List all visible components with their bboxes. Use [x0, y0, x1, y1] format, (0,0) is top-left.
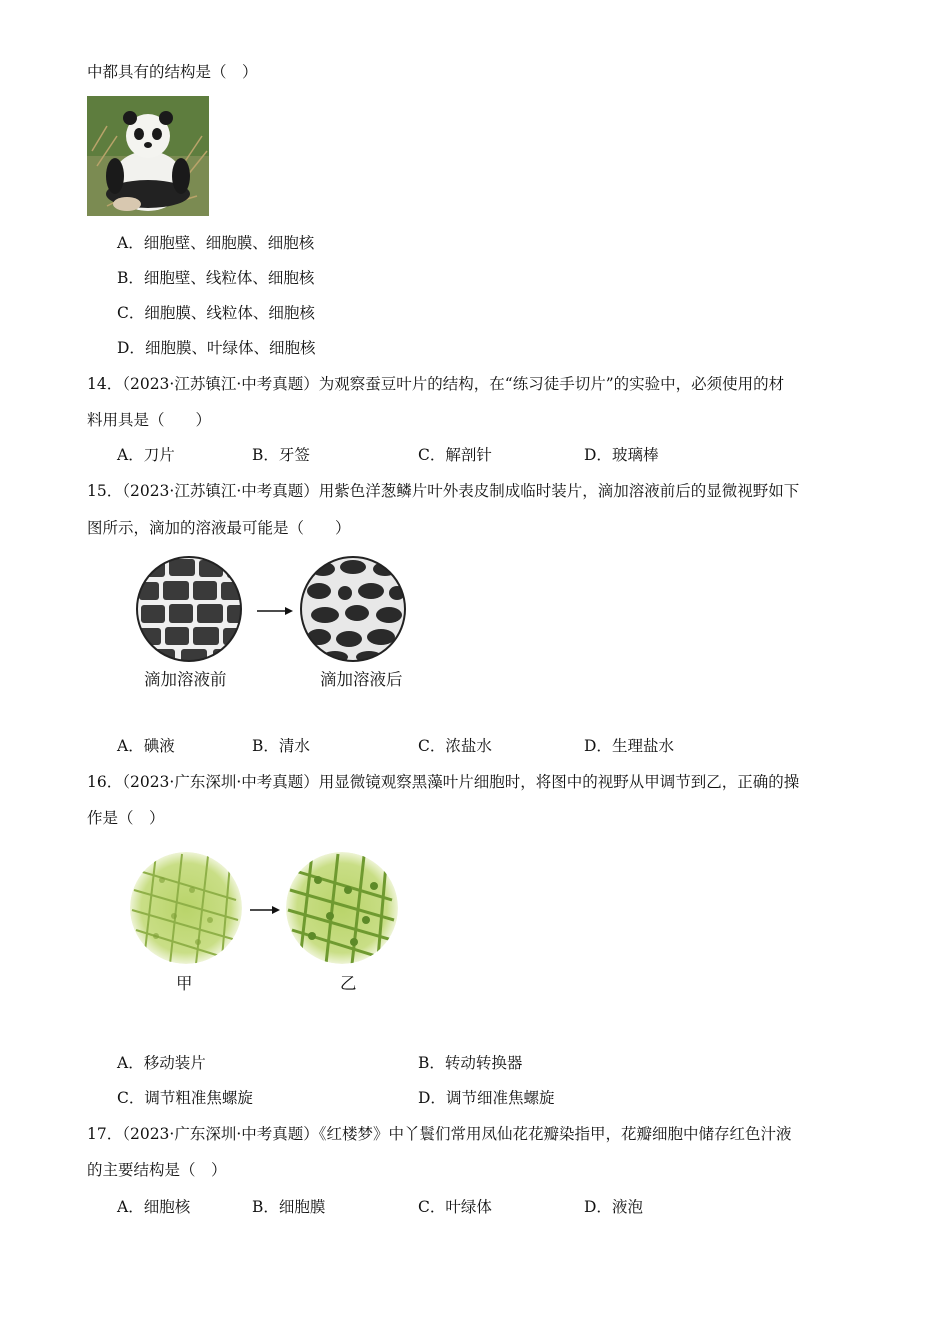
label-after: 滴加溶液后 [320, 670, 403, 689]
panda-image [87, 96, 209, 216]
label-before: 滴加溶液前 [144, 670, 227, 689]
cells-after-image [299, 553, 409, 665]
q17-option-a[interactable]: A．细胞核 [117, 1198, 191, 1216]
q15-option-c[interactable]: C．浓盐水 [418, 737, 492, 755]
q14-option-a[interactable]: A．刀片 [117, 446, 175, 464]
q13-option-b[interactable]: B．细胞壁、线粒体、细胞核 [117, 269, 315, 287]
q14-stem-line2: 料用具是（ ） [87, 411, 212, 429]
arrow-head [285, 607, 293, 615]
q15-option-a[interactable]: A．碘液 [117, 737, 175, 755]
q15-stem-line2: 图所示，滴加的溶液最可能是（ ） [87, 519, 351, 537]
q14-option-d[interactable]: D．玻璃棒 [584, 446, 659, 464]
q14-option-c[interactable]: C．解剖针 [418, 446, 492, 464]
q17-option-c[interactable]: C．叶绿体 [418, 1198, 492, 1216]
label-jia: 甲 [176, 974, 193, 993]
onion-cells-figure [135, 553, 415, 665]
q17-stem-line1: 17．（2023·广东深圳·中考真题）《红楼梦》中丫鬟们常用凤仙花花瓣染指甲，花瓣细胞中储存红色汁液 [87, 1125, 792, 1143]
q16-option-d[interactable]: D．调节细准焦螺旋 [418, 1089, 555, 1107]
elodea-yi-image [286, 852, 398, 964]
q15-stem-line1: 15．（2023·江苏镇江·中考真题）用紫色洋葱鳞片叶外表皮制成临时装片，滴加溶液前后的显微视野如下 [87, 482, 800, 500]
q13-option-c[interactable]: C．细胞膜、线粒体、细胞核 [117, 304, 315, 322]
elodea-cells-figure [126, 850, 406, 970]
q16-option-b[interactable]: B．转动转换器 [418, 1054, 523, 1072]
q16-option-a[interactable]: A．移动装片 [117, 1054, 206, 1072]
label-yi: 乙 [340, 974, 357, 993]
q13-stem: 中都具有的结构是（ ） [87, 63, 258, 81]
q17-option-d[interactable]: D．液泡 [584, 1198, 643, 1216]
q16-stem-line1: 16．（2023·广东深圳·中考真题）用显微镜观察黑藻叶片细胞时，将图中的视野从甲调节到乙，正确的操 [87, 773, 800, 791]
q16-option-c[interactable]: C．调节粗准焦螺旋 [117, 1089, 253, 1107]
cells-before-image [135, 553, 245, 665]
q17-stem-line2: 的主要结构是（ ） [87, 1161, 227, 1179]
q17-option-b[interactable]: B．细胞膜 [252, 1198, 326, 1216]
q13-option-d[interactable]: D．细胞膜、叶绿体、细胞核 [117, 339, 316, 357]
q15-option-b[interactable]: B．清水 [252, 737, 310, 755]
q14-stem-line1: 14．（2023·江苏镇江·中考真题）为观察蚕豆叶片的结构，在“练习徒手切片”的实验中，必须使用的材 [87, 375, 785, 393]
q16-stem-line2: 作是（ ） [87, 809, 165, 827]
q14-option-b[interactable]: B．牙签 [252, 446, 310, 464]
q15-option-d[interactable]: D．生理盐水 [584, 737, 674, 755]
elodea-jia-image [130, 852, 242, 964]
q13-option-a[interactable]: A．细胞壁、细胞膜、细胞核 [117, 234, 315, 252]
